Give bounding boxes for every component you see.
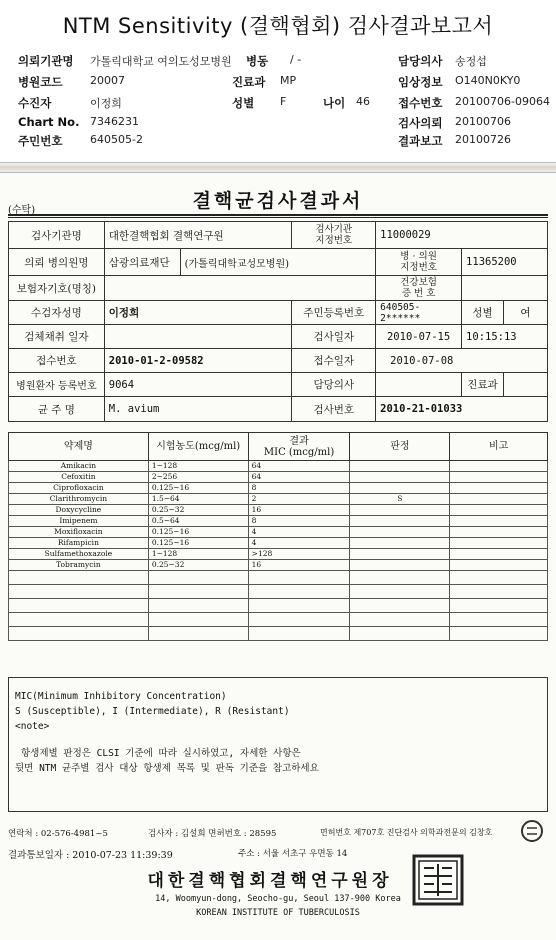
rrn-label: 주민번호 xyxy=(18,134,63,148)
header-row-2 xyxy=(18,74,548,91)
blank-row xyxy=(9,585,548,599)
col-interp: 판정 xyxy=(350,433,450,461)
remark-cell xyxy=(450,549,548,560)
interp-cell xyxy=(350,505,450,516)
note-reference: 뒷면 NTM 균주별 검사 대상 항생제 목록 및 판독 기준을 참고하세요 xyxy=(15,763,319,774)
interp-cell xyxy=(350,549,450,560)
clinical-value: O140N0KY0 xyxy=(455,74,521,87)
range-cell: 0.125~16 xyxy=(148,527,248,538)
report-title: NTM Sensitivity (결핵협회) 검사결과보고서 xyxy=(62,14,494,38)
table-row xyxy=(9,538,548,549)
blank-cell xyxy=(450,599,548,613)
age-label: 나이 xyxy=(323,96,346,110)
table-row xyxy=(9,505,548,516)
blank-cell xyxy=(148,613,248,627)
mic-cell: 4 xyxy=(248,527,350,538)
interp-cell xyxy=(350,461,450,472)
mic-cell: 64 xyxy=(248,461,350,472)
testing-org-label: 검사기관명 xyxy=(9,222,105,249)
rrn-value: 640505-2 xyxy=(90,133,143,146)
blank-cell xyxy=(450,627,548,641)
notes-box xyxy=(8,677,548,812)
blank-cell xyxy=(9,613,149,627)
test-date-value: 2010-07-15 xyxy=(376,325,462,349)
clinic-no-value: 11365200 xyxy=(462,249,548,276)
request-value: 20100706 xyxy=(455,115,511,128)
range-cell: 0.125~16 xyxy=(148,483,248,494)
referring-value: 삼광의료재단 xyxy=(104,249,180,276)
mic-cell: >128 xyxy=(248,549,350,560)
chart-value: 7346231 xyxy=(90,115,139,128)
institute-name-en: KOREAN INSTITUTE OF TUBERCULOSIS xyxy=(196,908,360,918)
dept-label-form: 진료과 xyxy=(462,373,504,397)
mic-cell: 4 xyxy=(248,538,350,549)
range-cell: 1.5~64 xyxy=(148,494,248,505)
accession-label: 접수번호 xyxy=(398,96,443,110)
drug-cell: Rifampicin xyxy=(9,538,149,549)
remark-cell xyxy=(450,505,548,516)
remark-cell xyxy=(450,538,548,549)
drug-cell: Cefoxitin xyxy=(9,472,149,483)
insured-label: 보험자기호(명칭) xyxy=(9,276,105,301)
testing-org-no-label: 검사기관 지정번호 xyxy=(292,222,376,249)
range-cell: 0.25~32 xyxy=(148,505,248,516)
notify-text: 결과통보일자 : 2010-07-23 11:39:39 xyxy=(8,850,173,861)
test-date-label: 검사일자 xyxy=(292,325,376,349)
form-title: 결핵균검사결과서 xyxy=(192,190,364,212)
blank-cell xyxy=(9,627,149,641)
official-seal-icon xyxy=(412,854,464,906)
header-row-5 xyxy=(18,133,548,150)
physician-value xyxy=(376,373,462,397)
blank-cell xyxy=(148,585,248,599)
organism-label: 균 주 명 xyxy=(9,397,105,422)
drug-cell: Moxifloxacin xyxy=(9,527,149,538)
mic-cell: 8 xyxy=(248,516,350,527)
col-mic: 결과 MIC (mcg/ml) xyxy=(248,433,350,461)
mic-cell: 2 xyxy=(248,494,350,505)
table-row xyxy=(9,560,548,571)
remark-cell xyxy=(450,472,548,483)
table-row xyxy=(9,472,548,483)
receipt-no-value: 2010-01-2-09582 xyxy=(104,349,292,373)
contact-text: 연락처 : 02-576-4981~5 xyxy=(8,829,108,839)
interp-cell xyxy=(350,472,450,483)
blank-cell xyxy=(350,585,450,599)
doctor-value: 송정섭 xyxy=(455,55,487,68)
form-rrn-value: 640505-2****** xyxy=(376,301,462,325)
hospital-reg-value: 9064 xyxy=(104,373,292,397)
range-cell: 1~128 xyxy=(148,461,248,472)
blank-cell xyxy=(148,571,248,585)
remark-cell xyxy=(450,560,548,571)
accession-value: 20100706-09064 xyxy=(455,95,550,108)
insured-value xyxy=(104,276,375,301)
dept-label: 진료과 xyxy=(232,75,266,89)
range-cell: 0.5~64 xyxy=(148,516,248,527)
header-row-1 xyxy=(18,53,548,70)
sex-value: F xyxy=(280,95,287,108)
testing-org-no-value: 11000029 xyxy=(376,222,548,249)
clinic-no-label: 병 · 의원 지정번호 xyxy=(376,249,462,276)
form-sex-value: 여 xyxy=(504,301,548,325)
info-table xyxy=(8,221,548,422)
drug-cell: Doxycycline xyxy=(9,505,149,516)
patient-label: 수진자 xyxy=(18,96,52,110)
institution-value: 가톨릭대학교 여의도성모병원 xyxy=(90,55,232,68)
clinical-label: 임상정보 xyxy=(398,75,443,89)
interp-cell: S xyxy=(350,494,450,505)
hospital-code-value: 20007 xyxy=(90,74,125,87)
scanned-result-form xyxy=(0,173,556,940)
drug-cell: Clarithromycin xyxy=(9,494,149,505)
receipt-date-label: 접수일자 xyxy=(292,349,376,373)
form-rrn-label: 주민등록번호 xyxy=(292,301,376,325)
note-mic: MIC(Minimum Inhibitory Concentration) xyxy=(15,691,227,702)
range-cell: 1~128 xyxy=(148,549,248,560)
blank-cell xyxy=(248,585,350,599)
receipt-date-value: 2010-07-08 xyxy=(376,349,548,373)
ward-label: 병동 xyxy=(246,54,269,68)
range-cell: 2~256 xyxy=(148,472,248,483)
range-cell: 0.125~16 xyxy=(148,538,248,549)
table-row xyxy=(9,516,548,527)
blank-cell xyxy=(450,585,548,599)
blank-cell xyxy=(248,613,350,627)
address-kr-text: 주소 : 서울 서초구 우면동 14 xyxy=(238,849,348,859)
patient-name-value: 이정희 xyxy=(104,301,292,325)
header-row-3 xyxy=(18,95,548,112)
interp-cell xyxy=(350,516,450,527)
doctor-label: 담당의사 xyxy=(398,54,443,68)
blank-cell xyxy=(350,613,450,627)
report-label: 결과보고 xyxy=(398,134,443,148)
ward-value: / - xyxy=(290,53,302,66)
testing-org-value: 대한결핵협회 결핵연구원 xyxy=(104,222,292,249)
col-drug: 약제명 xyxy=(9,433,149,461)
col-range: 시험농도(mcg/ml) xyxy=(148,433,248,461)
receipt-no-label: 접수번호 xyxy=(9,349,105,373)
organism-value: M. avium xyxy=(104,397,292,422)
blank-cell xyxy=(350,571,450,585)
dept-value: MP xyxy=(280,74,297,87)
blank-cell xyxy=(148,627,248,641)
license-text: 면허번호 제707호 진단검사 의학과전문의 김창호 xyxy=(320,828,493,837)
form-sex-label: 성별 xyxy=(462,301,504,325)
note-clsi: 항생제별 판정은 CLSI 기준에 따라 실시하였고, 자세한 사항은 xyxy=(21,748,301,759)
chart-label: Chart No. xyxy=(18,115,80,129)
blank-cell xyxy=(450,613,548,627)
tester-text: 검사자 : 김설희 면허번호 : 28595 xyxy=(148,829,277,839)
drug-sensitivity-table xyxy=(8,432,548,641)
hospital-reg-label: 병원환자 등록번호 xyxy=(9,373,105,397)
drug-cell: Tobramycin xyxy=(9,560,149,571)
table-row xyxy=(9,483,548,494)
blank-cell xyxy=(450,571,548,585)
blank-row xyxy=(9,627,548,641)
blank-cell xyxy=(350,627,450,641)
age-value: 46 xyxy=(356,95,370,108)
insurance-no-value xyxy=(462,276,548,301)
patient-value: 이정희 xyxy=(90,97,122,110)
blank-cell xyxy=(9,599,149,613)
request-label: 검사의뢰 xyxy=(398,116,443,130)
patient-name-label: 수검자성명 xyxy=(9,301,105,325)
blank-cell xyxy=(248,571,350,585)
blank-cell xyxy=(248,599,350,613)
blank-row xyxy=(9,599,548,613)
blank-cell xyxy=(350,599,450,613)
interp-cell xyxy=(350,538,450,549)
mic-cell: 16 xyxy=(248,560,350,571)
remark-cell xyxy=(450,494,548,505)
range-cell: 0.25~32 xyxy=(148,560,248,571)
blank-row xyxy=(9,613,548,627)
report-value: 20100726 xyxy=(455,133,511,146)
note-sir: S (Susceptible), I (Intermediate), R (Resistant) xyxy=(15,706,290,717)
remark-cell xyxy=(450,516,548,527)
blank-cell xyxy=(9,571,149,585)
interp-cell xyxy=(350,560,450,571)
title-rule xyxy=(8,214,548,218)
referring-note: (가톨릭대학교성모병원) xyxy=(180,249,376,276)
test-no-value: 2010-21-01033 xyxy=(376,397,548,422)
doctor-seal-icon xyxy=(520,819,544,843)
drug-cell: Ciprofloxacin xyxy=(9,483,149,494)
col-remark: 비고 xyxy=(450,433,548,461)
blank-cell xyxy=(248,627,350,641)
receipt-mark: (수탁) xyxy=(8,205,36,216)
test-no-label: 검사번호 xyxy=(292,397,376,422)
blank-cell xyxy=(148,599,248,613)
remark-cell xyxy=(450,483,548,494)
table-row xyxy=(9,527,548,538)
note-tag: <note> xyxy=(15,721,50,732)
interp-cell xyxy=(350,527,450,538)
mic-cell: 16 xyxy=(248,505,350,516)
sex-label: 성별 xyxy=(232,96,255,110)
table-row xyxy=(9,494,548,505)
remark-cell xyxy=(450,461,548,472)
collect-date-value xyxy=(104,325,292,349)
blank-cell xyxy=(9,585,149,599)
physician-label: 담당의사 xyxy=(292,373,376,397)
institute-address-en: 14, Woomyun-dong, Seocho-gu, Seoul 137-900 Korea xyxy=(155,894,401,904)
header-row-4 xyxy=(18,115,548,132)
drug-cell: Imipenem xyxy=(9,516,149,527)
section-divider xyxy=(0,162,556,173)
table-row xyxy=(9,461,548,472)
referring-label: 의뢰 병의원명 xyxy=(9,249,105,276)
blank-row xyxy=(9,571,548,585)
mic-cell: 64 xyxy=(248,472,350,483)
drug-cell: Amikacin xyxy=(9,461,149,472)
collect-date-label: 검체채취 일자 xyxy=(9,325,105,349)
institute-name-kr: 대한결핵협회결핵연구원장 xyxy=(147,871,393,891)
remark-cell xyxy=(450,527,548,538)
interp-cell xyxy=(350,483,450,494)
mic-cell: 8 xyxy=(248,483,350,494)
report-header xyxy=(0,0,556,162)
hospital-code-label: 병원코드 xyxy=(18,75,63,89)
insurance-no-label: 건강보험 증 번 호 xyxy=(376,276,462,301)
test-time-value: 10:15:13 xyxy=(462,325,548,349)
drug-cell: Sulfamethoxazole xyxy=(9,549,149,560)
table-row xyxy=(9,549,548,560)
dept-value-form xyxy=(504,373,548,397)
institution-label: 의뢰기관명 xyxy=(18,54,74,68)
